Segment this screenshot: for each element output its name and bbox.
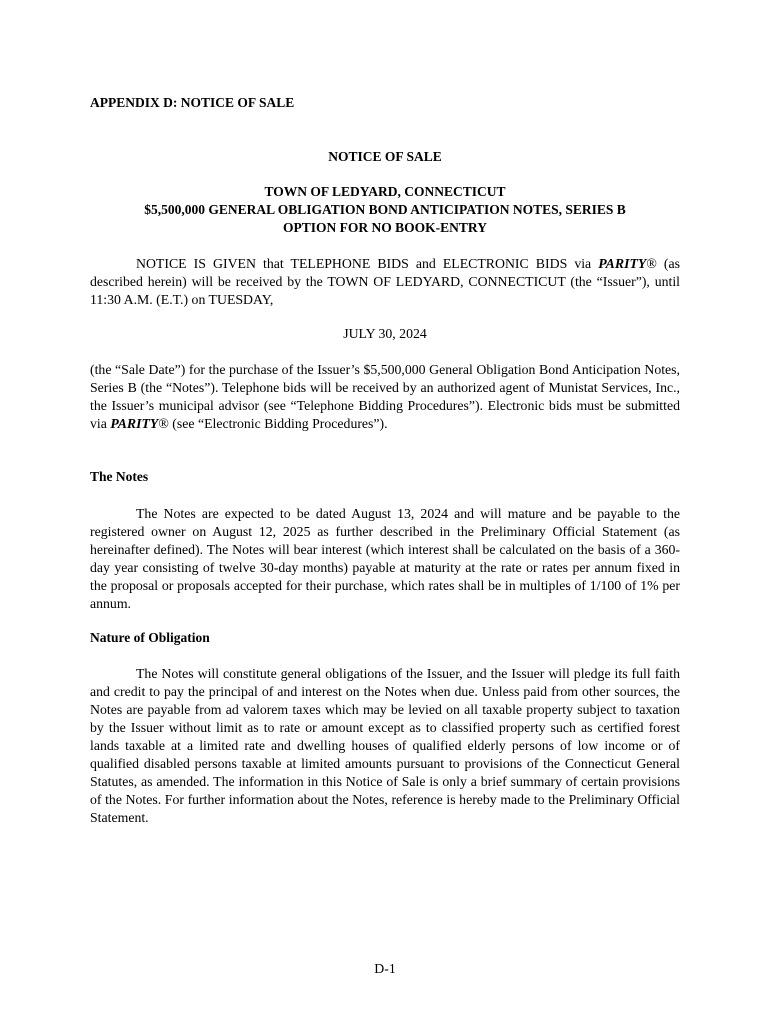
parity-mark: PARITY [110,416,159,431]
sale-text-2: ® (see “Electronic Bidding Procedures”). [158,416,388,431]
issuer-block [90,183,680,237]
intro-text-2: ® (as described herein) will be received by the TOWN OF LEDYARD, CONNECTICUT (the “Issuer”), until 11:30 A.M. (E.T.) on TUESDAY, [90,256,680,307]
obligation-paragraph: The Notes will constitute general obligations of the Issuer, and the Issuer will pledge its full faith and credit to pay the principal of and interest on the Notes when due. Unless paid from other sources, the Notes are payable from ad valorem taxes which may be levied on all taxable property subject to taxation by the Issuer without limit as to rate or amount except as to classified property such as certified forest lands taxable at a limited rate and dwelling houses of qualified elderly persons of low income or of qualified disabled persons taxable at limited amounts pursuant to provisions of the Connecticut General Statutes, as amended. The information in this Notice of Sale is only a brief summary of certain provisions of the Notes. For further information about the Notes, reference is hereby made to the Preliminary Official Statement. [90,666,680,825]
book-entry-option: OPTION FOR NO BOOK-ENTRY [283,220,487,235]
parity-mark: PARITY [598,256,647,271]
sale-paragraph [90,361,680,433]
obligation-heading: Nature of Obligation [90,630,210,645]
appendix-title: APPENDIX D: NOTICE OF SALE [90,95,295,110]
issuer-name: TOWN OF LEDYARD, CONNECTICUT [264,184,506,199]
notes-heading: The Notes [90,469,149,484]
notes-paragraph: The Notes are expected to be dated August 13, 2024 and will mature and be payable to the registered owner on August 12, 2025 as further described in the Preliminary Official Statement (as hereinafter defined). The Notes will bear interest (which interest shall be calculated on the basis of a 360-day year consisting of twelve 30-day months) payable at maturity at the rate or rates per annum fixed in the proposal or proposals accepted for their purchase, which rates shall be in multiples of 1/100 of 1% per annum. [90,506,680,611]
intro-text-1: NOTICE IS GIVEN that TELEPHONE BIDS and ELECTRONIC BIDS via [136,256,599,271]
page-number: D-1 [374,961,396,976]
sale-date: JULY 30, 2024 [343,326,427,341]
issue-description: $5,500,000 GENERAL OBLIGATION BOND ANTICIPATION NOTES, SERIES B [144,202,626,217]
sale-text-1: (the “Sale Date”) for the purchase of the Issuer’s $5,500,000 General Obligation Bond Anticipation Notes, Series B (the “Notes”). Telephone bids will be received by an authorized agent of Munistat Services, Inc., the Issuer’s municipal advisor (see “Telephone Bidding Procedures”). Electronic bids must be submitted via [90,362,680,431]
notice-title: NOTICE OF SALE [328,149,442,164]
intro-paragraph [90,255,680,309]
